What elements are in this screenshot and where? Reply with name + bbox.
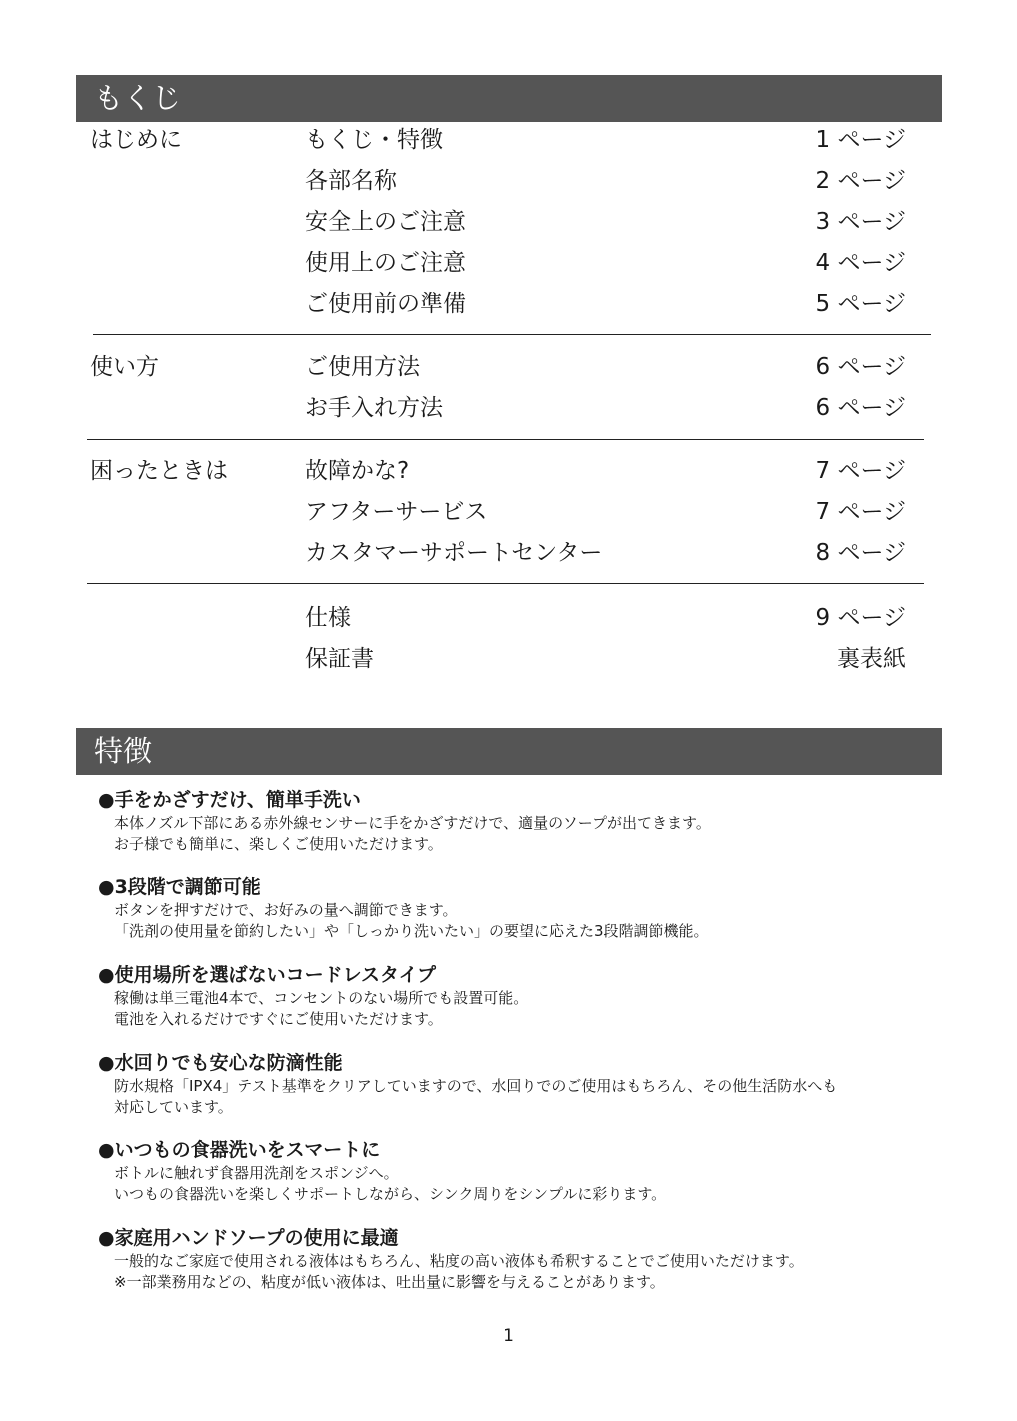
feature-description: 防水規格「IPX4」テスト基準をクリアしていますので、水回りでのご使用はもちろん、その他生活防水へも [114,1077,838,1095]
features-section-title: 特徴 [76,728,942,775]
toc-entry[interactable] [0,598,1017,639]
page-number: 1 [503,1326,514,1346]
toc-entry-title: アフターサービス [305,499,488,525]
toc-entry-title: カスタマーサポートセンター [305,540,603,566]
toc-entry-title: 保証書 [305,646,374,672]
toc-entry-title: 安全上のご注意 [305,209,466,235]
feature-heading: ●手をかざすだけ、簡単手洗い [98,789,361,811]
feature-description: ボタンを押すだけで、お好みの量へ調節できます。 [114,901,458,919]
toc-entry-page: 5 ページ [815,291,906,317]
toc-group-label: 困ったときは [90,458,228,484]
toc-entry-title: もくじ・特徴 [305,127,443,153]
feature-item [98,1225,948,1293]
toc-entry[interactable] [0,388,1017,429]
feature-description: ボトルに触れず食器用洗剤をスポンジへ。 [114,1164,399,1182]
toc-entry[interactable] [0,202,1017,243]
feature-item [98,787,948,855]
toc-divider [87,583,924,584]
toc-entry-page: 6 ページ [815,354,906,380]
toc-entry-page: 3 ページ [815,209,906,235]
feature-heading: ●いつもの食器洗いをスマートに [98,1139,381,1161]
feature-item [98,1137,948,1205]
toc-entry[interactable] [0,492,1017,533]
feature-description: お子様でも簡単に、楽しくご使用いただけます。 [114,835,443,853]
toc-entry-title: ご使用方法 [305,354,420,380]
toc-section-title: もくじ [76,75,942,122]
feature-description: 一般的なご家庭で使用される液体はもちろん、粘度の高い液体も希釈することでご使用いただけます。 [114,1252,804,1270]
toc-entry-page: 7 ページ [815,499,906,525]
feature-description: 本体ノズル下部にある赤外線センサーに手をかざすだけで、適量のソープが出てきます。 [114,814,711,832]
toc-group-label: 使い方 [90,354,159,380]
feature-item [98,1050,948,1118]
toc-entry-page: 裏表紙 [837,646,906,672]
feature-description: 稼働は単三電池4本で、コンセントのない場所でも設置可能。 [114,989,529,1007]
feature-description: 電池を入れるだけですぐにご使用いただけます。 [114,1010,443,1028]
feature-description: 「洗剤の使用量を節約したい」や「しっかり洗いたい」の要望に応えた3段階調節機能。 [114,922,709,940]
toc-divider [87,439,924,440]
toc-entry[interactable] [0,639,1017,680]
toc-entry[interactable] [0,347,1017,388]
feature-item [98,962,948,1030]
toc-group-label: はじめに [90,127,182,153]
toc-entry[interactable] [0,243,1017,284]
toc-entry-title: 故障かな? [305,458,410,484]
toc-entry-page: 1 ページ [815,127,906,153]
toc-entry-page: 6 ページ [815,395,906,421]
toc-entry-title: 各部名称 [305,168,397,194]
toc-entry[interactable] [0,284,1017,325]
feature-item [98,874,948,942]
toc-entry-title: お手入れ方法 [305,395,443,421]
toc-entry[interactable] [0,533,1017,574]
feature-heading: ●使用場所を選ばないコードレスタイプ [98,964,437,986]
feature-description: いつもの食器洗いを楽しくサポートしながら、シンク周りをシンプルに彩ります。 [114,1185,667,1203]
toc-divider [93,334,931,335]
feature-heading: ●家庭用ハンドソープの使用に最適 [98,1227,399,1249]
toc-entry[interactable] [0,120,1017,161]
feature-heading: ●3段階で調節可能 [98,876,261,898]
toc-entry-page: 4 ページ [815,250,906,276]
toc-entry-title: 使用上のご注意 [305,250,466,276]
feature-description: 対応しています。 [114,1098,233,1116]
feature-heading: ●水回りでも安心な防滴性能 [98,1052,343,1074]
toc-entry-title: ご使用前の準備 [305,291,466,317]
toc-entry[interactable] [0,451,1017,492]
toc-entry-title: 仕様 [305,605,351,631]
toc-entry-page: 7 ページ [815,458,906,484]
feature-description: ※一部業務用などの、粘度が低い液体は、吐出量に影響を与えることがあります。 [114,1273,665,1291]
toc-entry[interactable] [0,161,1017,202]
toc-entry-page: 9 ページ [815,605,906,631]
toc-entry-page: 8 ページ [815,540,906,566]
toc-entry-page: 2 ページ [815,168,906,194]
